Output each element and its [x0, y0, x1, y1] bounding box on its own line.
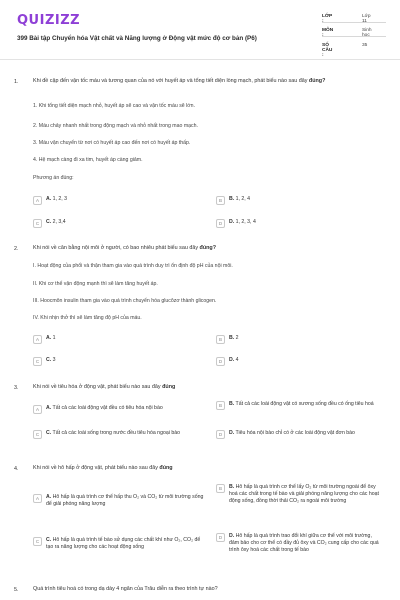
meta-value: Lớp 11 [362, 14, 371, 24]
option-text: C. Hô hấp là quá trình tế bào sử dụng các chất khí như O₂, CO₂ để tạo ra năng lượng cho các hoạt động sống [46, 537, 201, 550]
question-text [33, 77, 373, 85]
option-letter-badge: A [33, 196, 42, 205]
option-a[interactable] [33, 335, 56, 344]
question-text [33, 464, 373, 472]
question-suffix: ? [322, 78, 326, 84]
worksheet-header [0, 0, 400, 60]
option-a[interactable] [33, 405, 205, 414]
option-letter-badge: B [216, 401, 225, 410]
option-text: D. 4 [229, 357, 239, 363]
meta-value: Sinh học [362, 28, 372, 38]
question-number: 4. [14, 466, 19, 472]
option-d[interactable] [216, 533, 380, 554]
question-emphasis: đúng [162, 384, 176, 390]
option-letter-badge: A [33, 494, 42, 503]
question-number: 2. [14, 246, 19, 252]
option-text: A. Hô hấp là quá trình cơ thể hấp thu O₂ và CO₂ từ môi trường sống để giải phóng năng lượng [46, 494, 204, 507]
worksheet-title: 399 Bài tập Chuyển hóa Vật chất và Năng lượng ở Động vật mức độ cơ bản (P6) [17, 35, 257, 42]
option-b[interactable] [216, 196, 250, 205]
divider [322, 36, 386, 37]
option-letter-badge: D [216, 357, 225, 366]
option-text: B. 2 [229, 335, 239, 341]
question-number: 3. [14, 385, 19, 391]
option-letter-badge: D [216, 430, 225, 439]
option-text: B. Tất cả các loài động vật có xương sống đều có ống tiêu hoá [229, 401, 374, 407]
option-d[interactable] [216, 430, 380, 439]
statement: 1. Khi tổng tiết diện mạch nhỏ, huyết áp sẽ cao và vận tốc máu sẽ lớn. [33, 103, 196, 109]
option-text: B. Hô hấp là quá trình cơ thể lấy O₂ từ môi trường ngoài để ôxy hoá các chất trong tế bào và giải phóng năng lượng cho các hoạt động sống, đồng thời thải CO₂ ra ngoài môi trường [229, 484, 379, 504]
quizizz-logo: QUIZIZZ [17, 13, 81, 28]
question-text [33, 244, 373, 252]
option-letter-badge: C [33, 430, 42, 439]
option-letter-badge: A [33, 405, 42, 414]
meta-key: SỐ CÂU : [322, 43, 333, 58]
option-b[interactable] [216, 401, 380, 410]
question-number: 1. [14, 79, 19, 85]
option-d[interactable] [216, 357, 239, 366]
meta-key: LỚP : [322, 14, 333, 24]
statement: 3. Máu vận chuyển từ nơi có huyết áp cao đến nơi có huyết áp thấp. [33, 140, 191, 146]
option-letter-badge: A [33, 335, 42, 344]
option-text: C. Tất cả các loài sống trong nước đều tiêu hóa ngoại bào [46, 430, 180, 436]
option-letter-badge: B [216, 335, 225, 344]
question-text: Quá trình tiêu hoá có trong dạ dày 4 ngăn của Trâu diễn ra theo trình tự nào? [33, 586, 218, 592]
option-text: A. Tất cả các loài động vật đều có tiêu hóa nội bào [46, 405, 163, 411]
option-letter-badge: C [33, 219, 42, 228]
option-c[interactable] [33, 357, 56, 366]
divider [322, 22, 386, 23]
question-prefix: Khi nói về hô hấp ở động vật, phát biểu nào sau đây [33, 465, 158, 471]
meta-key: MÔN : [322, 28, 334, 38]
option-letter-badge: C [33, 537, 42, 546]
option-a[interactable] [33, 494, 205, 508]
option-b[interactable] [216, 484, 380, 505]
option-a[interactable] [33, 196, 67, 205]
question-number: 5. [14, 587, 19, 593]
option-c[interactable] [33, 537, 205, 551]
statement: Phương án đúng: [33, 175, 74, 181]
option-letter-badge: D [216, 219, 225, 228]
option-letter-badge: C [33, 357, 42, 366]
question-prefix: Khi nói về tiêu hóa ở động vật, phát biểu nào sau đây [33, 384, 161, 390]
option-c[interactable] [33, 430, 205, 439]
option-letter-badge: B [216, 484, 225, 493]
statement: II. Khi cơ thể vận động mạnh thì sẽ làm tăng huyết áp. [33, 281, 158, 287]
question-text [33, 383, 373, 391]
statement: I. Hoạt động của phổi và thận tham gia vào quá trình duy trì ổn định độ pH của nội môi. [33, 263, 233, 269]
option-letter-badge: B [216, 196, 225, 205]
option-text: B. 1, 2, 4 [229, 196, 251, 202]
statement: 2. Máu chảy nhanh nhất trong động mạch và nhỏ nhất trong mao mạch. [33, 123, 198, 129]
option-text: D. Hô hấp là quá trình trao đổi khí giữa cơ thể với môi trường, đảm bảo cho cơ thể có đầy đủ ôxy và CO₂ cung cấp cho các quá trình ôxy hoá các chất trong tế bào [229, 533, 379, 553]
option-text: C. 3 [46, 357, 56, 363]
question-emphasis: đúng [159, 465, 173, 471]
question-prefix: Khi đề cập đến vận tốc máu và tương quan của nó với huyết áp và tổng tiết diện lòng mạch, phát biểu nào sau đây [33, 78, 308, 84]
option-text: C. 2, 3,4 [46, 219, 66, 225]
question-prefix: Khi nói về cân bằng nội môi ở người, có bao nhiêu phát biểu sau đây [33, 245, 199, 251]
question-suffix: ? [212, 245, 216, 251]
option-b[interactable] [216, 335, 239, 344]
statement: IV. Khi nhịn thở thì sẽ làm tăng độ pH của máu. [33, 315, 142, 321]
option-d[interactable] [216, 219, 256, 228]
option-text: D. 1, 2, 3, 4 [229, 219, 256, 225]
option-letter-badge: D [216, 533, 225, 542]
option-text: A. 1 [46, 335, 56, 341]
option-c[interactable] [33, 219, 66, 228]
statement: 4. Hệ mạch càng đi xa tim, huyết áp càng giảm. [33, 157, 143, 163]
option-text: A. 1, 2, 3 [46, 196, 68, 202]
question-emphasis: đúng [199, 245, 213, 251]
statement: III. Hoocmôn insulin tham gia vào quá trình chuyển hóa glucôzơ thành glicogen. [33, 298, 217, 304]
option-text: D. Tiêu hóa nội bào chỉ có ở các loài động vật đơn bào [229, 430, 355, 436]
question-emphasis: đúng [308, 78, 323, 84]
meta-value: 35 [362, 43, 368, 48]
